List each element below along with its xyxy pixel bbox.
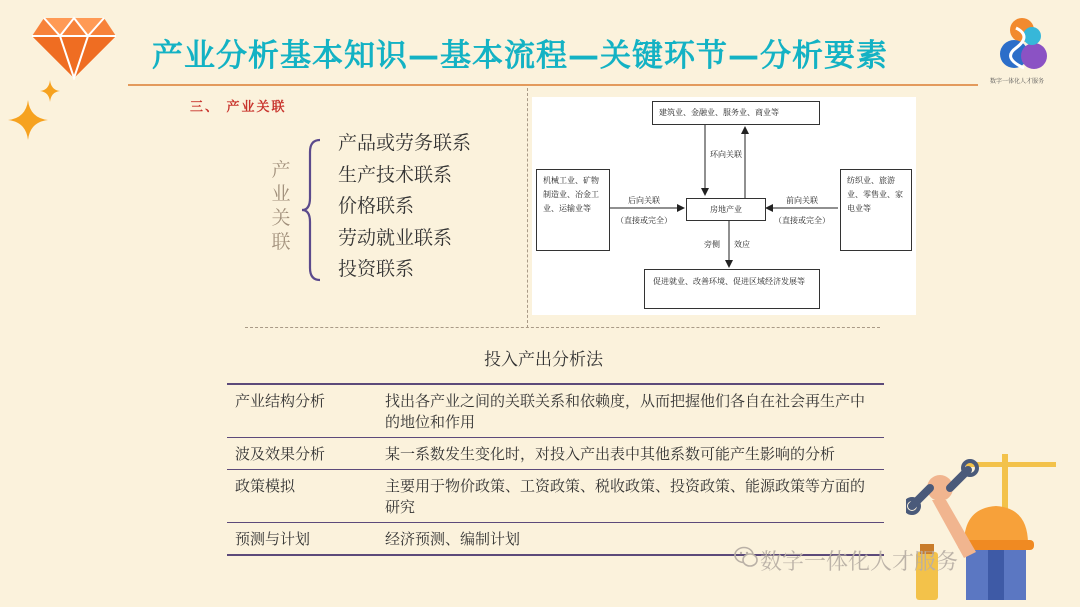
row-desc: 主要用于物价政策、工资政策、税收政策、投资政策、能源政策等方面的研究 — [385, 477, 866, 516]
association-item: 生产技术联系 — [338, 163, 453, 186]
table-row — [227, 384, 884, 438]
wechat-icon — [734, 546, 758, 568]
brace-icon — [300, 138, 324, 282]
diagram-ring-label: 环向关联 — [710, 150, 742, 159]
diamond-icon — [30, 16, 118, 80]
diagram-forward-sub: （直接或完全） — [774, 216, 830, 225]
row-name: 波及效果分析 — [235, 445, 326, 463]
diagram-left-box: 机械工业、矿物制造业、冶金工业、运输业等 — [536, 169, 610, 251]
association-label: 产业关联 — [271, 159, 291, 253]
diagram-back-sub: （直接或完全） — [616, 216, 672, 225]
diagram-side-label: 旁侧 — [704, 240, 720, 249]
worker-illustration — [906, 448, 1056, 600]
brand-logo — [996, 14, 1052, 76]
association-diagram — [532, 97, 916, 315]
diagram-center-box: 房地产业 — [686, 198, 766, 221]
row-name: 政策模拟 — [235, 477, 296, 495]
diagram-forward-label: 前向关联 — [786, 196, 818, 205]
row-name: 预测与计划 — [235, 530, 311, 548]
row-name: 产业结构分析 — [235, 392, 326, 410]
association-item: 投资联系 — [338, 258, 415, 280]
horizontal-divider — [245, 327, 880, 328]
association-list — [338, 128, 471, 286]
row-desc: 经济预测、编制计划 — [385, 530, 521, 548]
title-divider — [128, 84, 978, 86]
diagram-back-label: 后向关联 — [628, 196, 660, 205]
association-item: 劳动就业联系 — [338, 226, 453, 249]
row-desc: 某一系数发生变化时，对投入产出表中其他系数可能产生影响的分析 — [385, 445, 836, 463]
diagram-top-box: 建筑业、金融业、服务业、商业等 — [652, 101, 820, 125]
page-title: 产业分析基本知识—基本流程—关键环节—分析要素 — [152, 38, 888, 74]
diagram-effect-label: 效应 — [734, 240, 750, 249]
table-row — [227, 438, 884, 470]
watermark-text: 数字一体化人才服务 — [760, 550, 959, 575]
logo-caption: 数字一体化人才服务 — [990, 78, 1045, 85]
vertical-divider — [527, 88, 528, 328]
diagram-right-box: 纺织业、旅游业、零售业、家电业等 — [840, 169, 912, 251]
diagram-bottom-box: 促进就业、改善环境、促进区域经济发展等 — [644, 269, 820, 309]
table-title: 投入产出分析法 — [484, 350, 603, 370]
section-heading: 三、 产业关联 — [190, 100, 287, 115]
row-desc: 找出各产业之间的关联关系和依赖度，从而把握他们各自在社会再生产中的地位和作用 — [385, 392, 866, 431]
table-row — [227, 470, 884, 523]
sparkle-icon — [6, 78, 66, 148]
association-item: 价格联系 — [338, 195, 415, 217]
association-item: 产品或劳务联系 — [338, 132, 472, 154]
io-analysis-table — [227, 383, 884, 556]
